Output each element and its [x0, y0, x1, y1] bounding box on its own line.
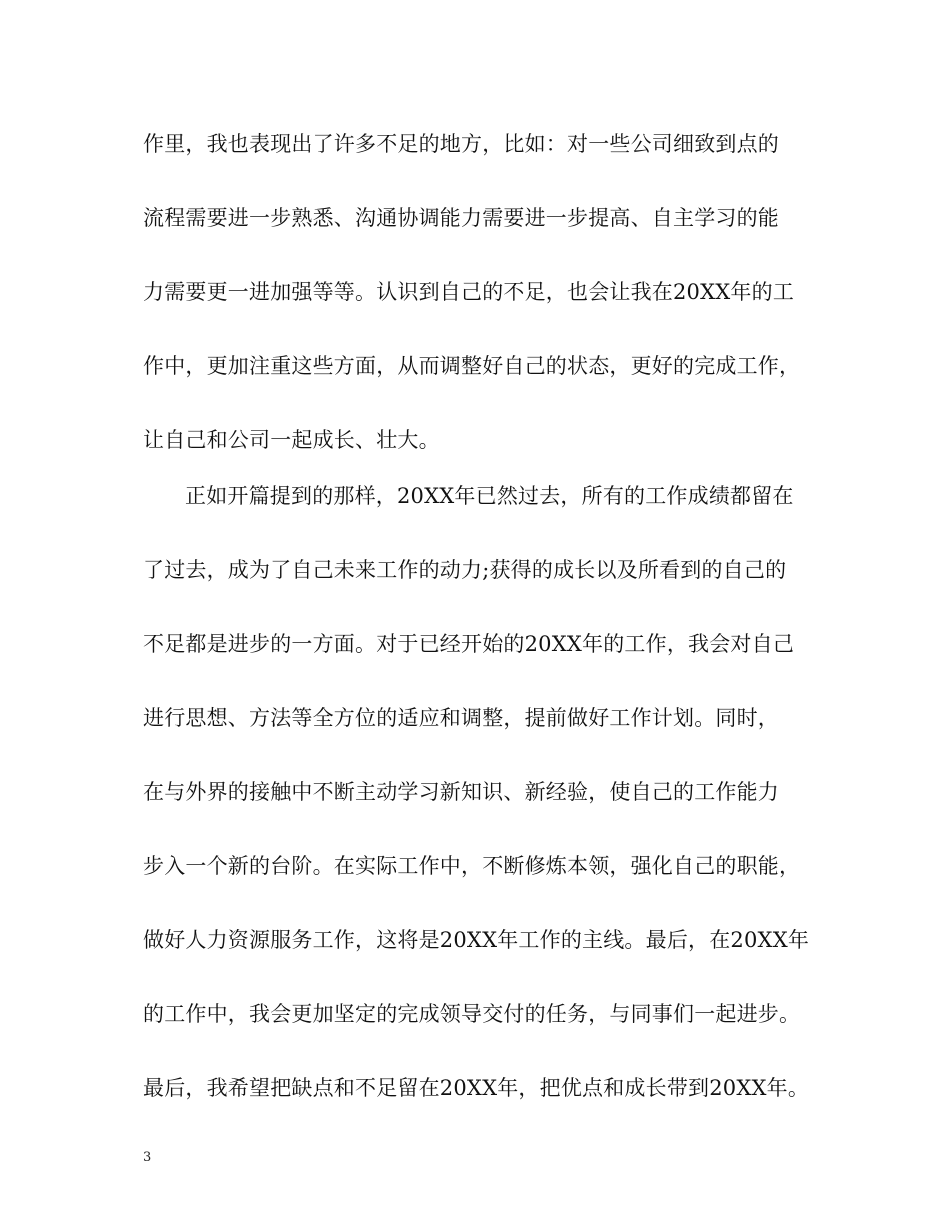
text-line: 不足都是进步的一方面。对于已经开始的20XX年的工作，我会对自己 — [143, 632, 795, 656]
text-line: 进行思想、方法等全方位的适应和调整，提前做好工作计划。同时， — [143, 706, 779, 730]
text-line: 让自己和公司一起成长、壮大。 — [143, 428, 440, 452]
text-line: 的工作中，我会更加坚定的完成领导交付的任务，与同事们一起进步。 — [143, 1002, 801, 1026]
paragraph-first-line: 正如开篇提到的那样，20XX年已然过去，所有的工作成绩都留在 — [185, 484, 794, 508]
text-line: 作里，我也表现出了许多不足的地方，比如：对一些公司细致到点的 — [143, 132, 779, 156]
text-line: 在与外界的接触中不断主动学习新知识、新经验，使自己的工作能力 — [143, 780, 779, 804]
text-line: 最后，我希望把缺点和不足留在20XX年，把优点和成长带到20XX年。 — [143, 1076, 810, 1100]
text-line: 了过去，成为了自己未来工作的动力;获得的成长以及所看到的自己的 — [143, 558, 787, 582]
page-number: 3 — [143, 1150, 152, 1165]
text-line: 步入一个新的台阶。在实际工作中，不断修炼本领，强化自己的职能， — [143, 854, 801, 878]
text-line: 做好人力资源服务工作，这将是20XX年工作的主线。最后，在20XX年 — [143, 928, 810, 952]
text-line: 力需要更一进加强等等。认识到自己的不足，也会让我在20XX年的工 — [143, 280, 795, 304]
text-line: 流程需要进一步熟悉、沟通协调能力需要进一步提高、自主学习的能 — [143, 206, 779, 230]
text-line: 作中，更加注重这些方面，从而调整好自己的状态，更好的完成工作， — [143, 354, 801, 378]
